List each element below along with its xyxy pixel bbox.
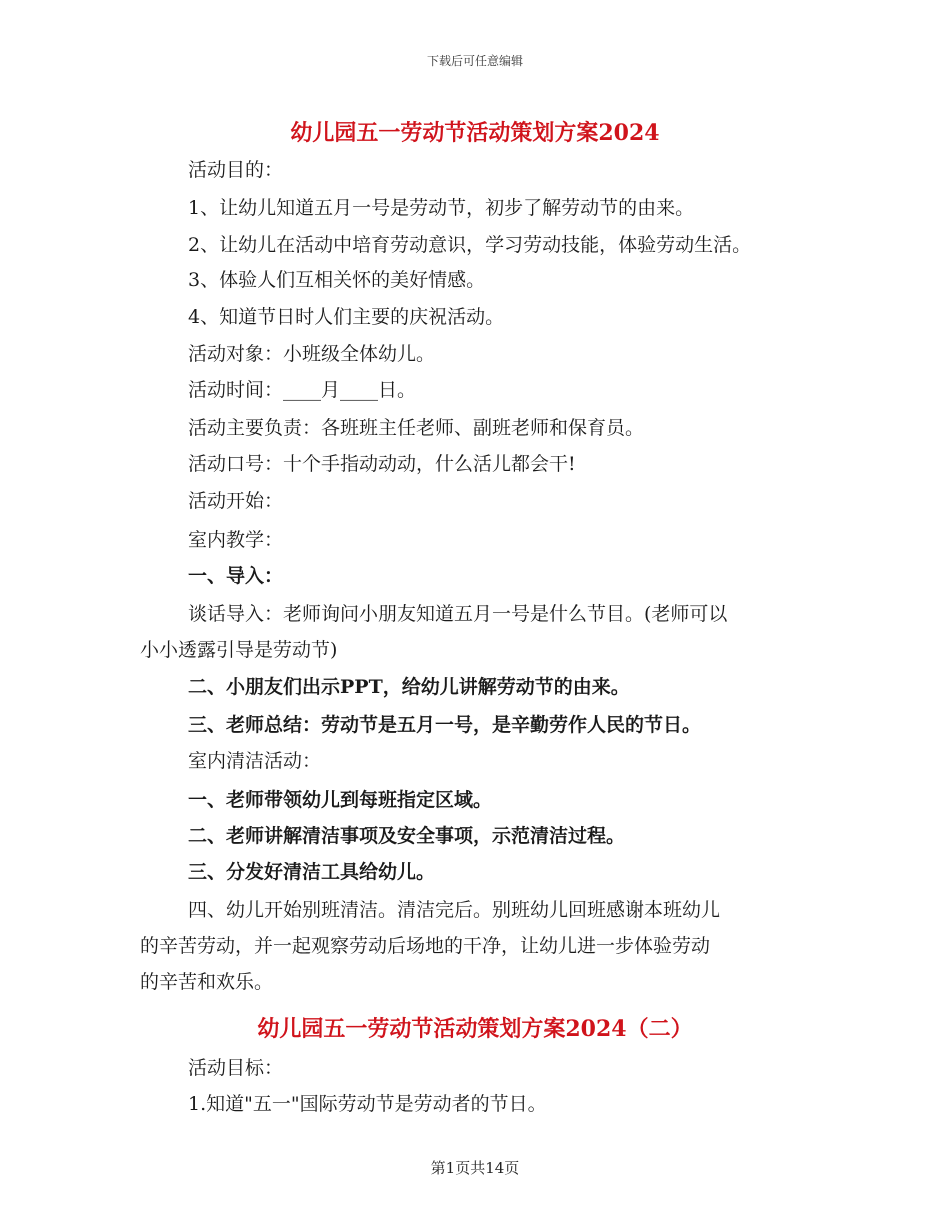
goal-item-2: 2、让幼儿在活动中培育劳动意识，学习劳动技能，体验劳动生活。: [188, 234, 752, 256]
indoor-teaching: 室内教学：: [188, 529, 284, 551]
document-title: 幼儿园五一劳动节活动策划方案2024: [290, 120, 660, 146]
intro-paragraph-line-2: 小小透露引导是劳动节): [140, 639, 338, 661]
page-header-note: 下载后可任意编辑: [426, 54, 523, 68]
intro-paragraph-line-1: 谈话导入：老师询问小朋友知道五月一号是什么节目。(老师可以: [188, 603, 728, 625]
goal-item-1: 1、让幼儿知道五月一号是劳动节，初步了解劳动节的由来。: [188, 197, 695, 219]
page-footer-number: 第1页共14页: [430, 1159, 520, 1177]
cleaning-step-4-line-1: 四、幼儿开始别班清洁。清洁完后。别班幼儿回班感谢本班幼儿: [188, 899, 721, 921]
cleaning-step-2: 二、老师讲解清洁事项及安全事项，示范清洁过程。: [188, 825, 626, 847]
cleaning-step-4-line-3: 的辛苦和欢乐。: [140, 971, 274, 993]
step-intro: 一、导入：: [188, 565, 284, 587]
step-three: 三、老师总结：劳动节是五月一号，是辛勤劳作人民的节日。: [188, 714, 702, 736]
activity-slogan: 活动口号：十个手指动动动，什么活儿都会干!: [188, 453, 576, 475]
section-heading-objectives: 活动目标：: [188, 1057, 284, 1079]
activity-responsible: 活动主要负责：各班班主任老师、副班老师和保育员。: [188, 417, 645, 439]
step-two: 二、小朋友们出示PPT，给幼儿讲解劳动节的由来。: [188, 676, 630, 698]
activity-target: 活动对象：小班级全体幼儿。: [188, 343, 436, 365]
cleaning-step-1: 一、老师带领幼儿到每班指定区域。: [188, 789, 493, 811]
activity-time: 活动时间：____月____日。: [188, 379, 417, 401]
indoor-cleaning: 室内清洁活动：: [188, 750, 322, 772]
activity-start: 活动开始：: [188, 490, 284, 512]
document-title-part-two: 幼儿园五一劳动节活动策划方案2024（二）: [257, 1016, 693, 1042]
goal-item-3: 3、体验人们互相关怀的美好情感。: [188, 269, 486, 291]
goal-item-4: 4、知道节日时人们主要的庆祝活动。: [188, 306, 505, 328]
objective-item-1: 1.知道"五一"国际劳动节是劳动者的节日。: [188, 1093, 547, 1115]
cleaning-step-4-line-2: 的辛苦劳动，并一起观察劳动后场地的干净，让幼儿进一步体验劳动: [140, 935, 711, 957]
section-heading-goal: 活动目的：: [188, 159, 284, 181]
cleaning-step-3: 三、分发好清洁工具给幼儿。: [188, 861, 436, 883]
